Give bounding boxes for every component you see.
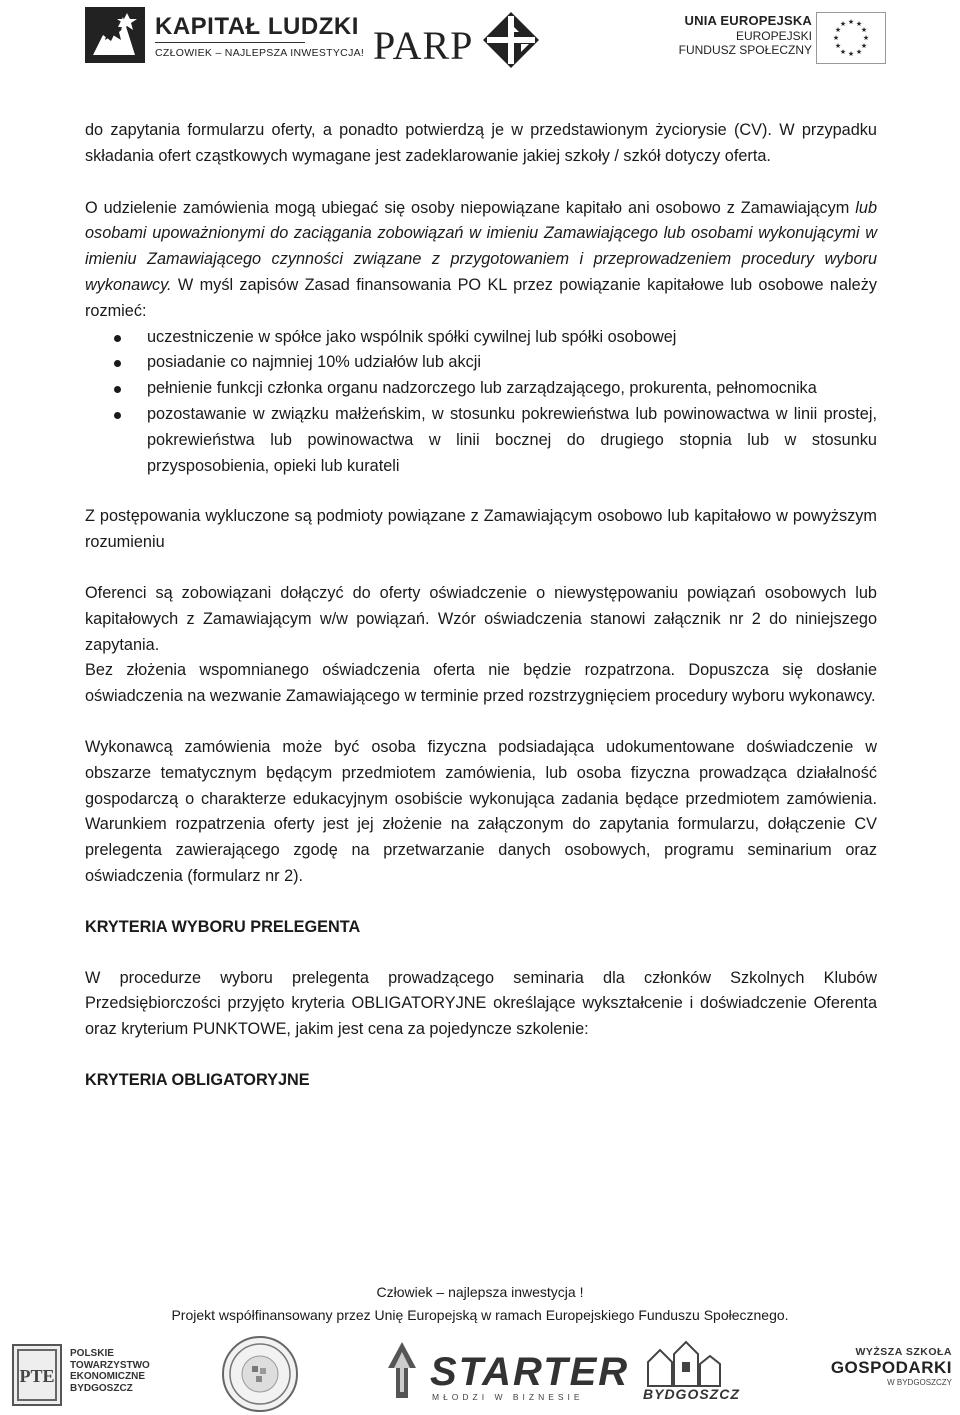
eu-flag-icon xyxy=(816,12,886,64)
bullet-text: posiadanie co najmniej 10% udziałów lub akcji xyxy=(147,353,481,372)
pte-line-1: POLSKIE xyxy=(70,1348,114,1359)
pte-line-2: TOWARZYSTWO xyxy=(70,1359,150,1371)
svg-text:★: ★ xyxy=(834,26,842,34)
zwiazek-wojewodztw-seal-icon xyxy=(222,1336,298,1412)
starter-wordmark: STARTER xyxy=(430,1350,630,1394)
footer-cofinancing-note: Projekt współfinansowany przez Unię Europejską w ramach Europejskiego Funduszu Społecznego. xyxy=(171,1307,789,1323)
bullet-text: pełnienie funkcji członka organu nadzorczego lub zarządzającego, prokurenta, pełnomocnika xyxy=(147,379,817,398)
bullet-icon xyxy=(114,412,121,419)
bullet-text: uczestniczenie w spółce jako wspólnik spółki cywilnej lub spółki osobowej xyxy=(147,327,677,346)
paragraph-selection-procedure: W procedurze wyboru prelegenta prowadzącego seminaria dla członków Szkolnych Klubów Przedsiębiorczości przyjęto kryteria OBLIGATORYJNE określające wykształcenie i doświadczenie Oferenta oraz kryterium PUNKTOWE, jakim jest cena za pojedyncze szkolenie: xyxy=(85,968,877,1039)
heading-speaker-criteria: KRYTERIA WYBORU PRELEGENTA xyxy=(85,917,361,936)
heading-mandatory-criteria: KRYTERIA OBLIGATORYJNE xyxy=(85,1070,310,1089)
eu-line-2: EUROPEJSKI xyxy=(735,29,812,43)
parp-wordmark: PARP xyxy=(373,23,474,68)
paragraph-conflict-part-b: W myśl zapisów Zasad finansowania PO KL przez powiązanie kapitałowe lub osobowe należy rozmieć: xyxy=(85,275,877,320)
bullet-icon xyxy=(114,386,121,393)
wsg-line-2: GOSPODARKI xyxy=(830,1358,952,1377)
svg-text:★: ★ xyxy=(860,26,868,34)
svg-text:★: ★ xyxy=(855,20,863,28)
starter-emblem-icon xyxy=(382,1338,422,1404)
svg-text:★: ★ xyxy=(847,50,855,58)
wsg-logo xyxy=(812,1346,952,1406)
kapital-ludzki-logo xyxy=(83,5,365,67)
pte-line-4: BYDGOSZCZ xyxy=(70,1382,133,1394)
pte-text xyxy=(70,1348,150,1394)
parp-diamond-icon xyxy=(481,10,541,70)
bullet-item xyxy=(85,376,877,402)
footer-logos xyxy=(0,1330,960,1415)
kapital-ludzki-subtitle: CZŁOWIEK – NAJLEPSZA INWESTYCJA! xyxy=(155,47,365,59)
svg-text:★: ★ xyxy=(855,48,863,56)
bullet-item xyxy=(85,402,877,479)
svg-text:★: ★ xyxy=(862,34,870,42)
eu-line-1: UNIA EUROPEJSKA xyxy=(684,13,812,28)
kapital-ludzki-emblem-icon xyxy=(83,5,147,65)
kapital-ludzki-divider xyxy=(155,42,305,43)
paragraph-exclusion: Z postępowania wykluczone są podmioty powiązane z Zamawiającym osobowo lub kapitałowo w powyższym rozumieniu xyxy=(85,507,877,552)
wsg-line-3: W BYDGOSZCZY xyxy=(887,1378,952,1387)
bullet-item xyxy=(85,350,877,376)
svg-text:★: ★ xyxy=(860,42,868,50)
svg-text:PTE: PTE xyxy=(19,1366,55,1386)
paragraph-declaration: Oferenci są zobowiązani dołączyć do oferty oświadczenie o niewystępowaniu powiązań osobowych lub kapitałowych z Zamawiającym w/w powiązań. Wzór oświadczenia stanowi załącznik nr 2 do niniejszego zapytania. xyxy=(85,583,877,654)
eu-text-block xyxy=(679,12,812,57)
bullet-icon xyxy=(114,335,121,342)
bydgoszcz-wordmark: BYDGOSZCZ xyxy=(643,1386,740,1402)
paragraph-no-declaration: Bez złożenia wspomnianego oświadczenia oferta nie będzie rozpatrzona. Dopuszcza się dosłanie oświadczenia na wezwanie Zamawiającego w terminie przed rozstrzygnięciem procedury wyboru wykonawcy. xyxy=(85,661,877,706)
kapital-ludzki-title: KAPITAŁ LUDZKI xyxy=(155,13,359,40)
paragraph-conflict-of-interest xyxy=(85,196,877,325)
footer-slogan: Człowiek – najlepsza inwestycja ! xyxy=(376,1284,584,1300)
paragraph-offer-cv: do zapytania formularzu oferty, a ponadto potwierdzą je w przedstawionym życiorysie (CV). W przypadku składania ofert cząstkowych wymagane jest zadeklarowanie jakiej szkoły / szkół dotyczy oferta. xyxy=(85,121,877,165)
paragraph-conflict-italic: lub osobami upoważnionymi do zaciągania zobowiązań w imieniu Zamawiającego lub osobami wykonującymi w imieniu Zamawiającego czynności związane z przygotowaniem i przeprowadzeniem procedury wyboru wykonawcy. xyxy=(85,198,877,294)
eu-line-3: FUNDUSZ SPOŁECZNY xyxy=(678,43,812,57)
svg-text:★: ★ xyxy=(832,34,840,42)
bullet-icon xyxy=(114,360,121,367)
svg-text:★: ★ xyxy=(834,42,842,50)
svg-text:★: ★ xyxy=(839,20,847,28)
eu-efs-logo xyxy=(676,12,886,72)
bullet-item xyxy=(85,325,877,351)
paragraph-contractor: Wykonawcą zamówienia może być osoba fizyczna podsiadająca udokumentowane doświadczenie w obszarze tematycznym będącym przedmiotem zamówienia, lub osoba fizyczna prowadząca działalność gospodarczą o charakterze edukacyjnym osobiście wykonująca zadania będące przedmiotem zamówienia. Warunkiem rozpatrzenia oferty jest jej złożenie na załączonym do zapytania formularzu, dołączenie CV prelegenta zawierającego zgodę na przetwarzanie danych osobowych, programu seminarium oraz oświadczenia (formularz nr 2). xyxy=(85,737,877,885)
relations-bullet-list xyxy=(85,325,877,480)
parp-logo xyxy=(373,10,543,70)
svg-text:★: ★ xyxy=(847,18,855,26)
bullet-text: pozostawanie w związku małżeńskim, w stosunku pokrewieństwa lub powinowactwa w linii prostej, pokrewieństwa lub powinowactwa w linii bocznej do drugiego stopnia lub w stosunku przysposobienia, opieki lub kurateli xyxy=(147,404,877,475)
paragraph-conflict-part-a: O udzielenie zamówienia mogą ubiegać się osoby niepowiązane kapitało ani osobowo z Zamawiającym xyxy=(85,198,856,217)
pte-emblem-icon xyxy=(12,1344,62,1406)
svg-text:★: ★ xyxy=(839,48,847,56)
starter-subtitle: MŁODZI W BIZNESIE xyxy=(432,1392,584,1402)
pte-line-3: EKONOMICZNE xyxy=(70,1371,145,1382)
page-header xyxy=(0,0,960,80)
wsg-line-1: WYŻSZA SZKOŁA xyxy=(855,1346,952,1358)
document-body xyxy=(85,118,877,1094)
